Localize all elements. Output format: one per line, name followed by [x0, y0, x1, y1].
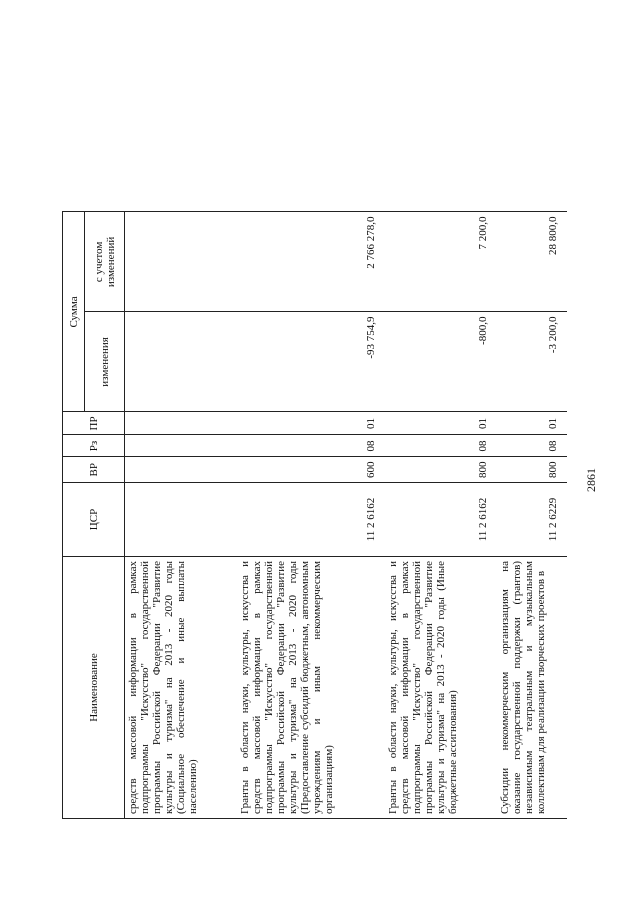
row-rz: 08	[385, 435, 497, 457]
row-total: 7 200,0	[385, 212, 497, 312]
budget-table	[62, 211, 567, 819]
row-change: -800,0	[385, 312, 497, 412]
header-vr: ВР	[63, 457, 125, 483]
row-csr	[125, 483, 237, 557]
row-name: Гранты в области науки, культуры, искусства и средств массовой информации в рамках подпрограммы "Искусство" государственной программы Российской Федерации "Развитие культуры и туризма" на 2013 - 2020 годы (Предоставление субсидий бюджетным, автономным учреждениям и иным некоммерческим организациям)	[237, 557, 385, 819]
row-name: средств массовой информации в рамках подпрограммы "Искусство" государственной программы Российской Федерации "Развитие культуры и туризма" на 2013 - 2020 годы (Социальное обеспечение и иные выплаты населению)	[125, 557, 237, 819]
row-pr: 01	[497, 412, 567, 435]
row-pr: 01	[237, 412, 385, 435]
row-name: Субсидии некоммерческим организациям на оказание государственной поддержки (грантов) независимым театральным и музыкальным коллективам для реализации творческих проектов в	[497, 557, 567, 819]
row-change: -3 200,0	[497, 312, 567, 412]
table-row	[385, 212, 497, 819]
page-number: 2861	[584, 468, 598, 492]
row-total	[125, 212, 237, 312]
table-row	[237, 212, 385, 819]
header-sum: Сумма	[63, 212, 85, 412]
row-vr: 800	[497, 457, 567, 483]
table-row	[125, 212, 237, 819]
row-total: 28 800,0	[497, 212, 567, 312]
row-change	[125, 312, 237, 412]
row-name: Гранты в области науки, культуры, искусства и средств массовой информации в рамках подпрограммы "Искусство" государственной программы Российской Федерации "Развитие культуры и туризма" на 2013 - 2020 годы (Иные бюджетные ассигнования)	[385, 557, 497, 819]
table-row	[497, 212, 567, 819]
row-csr: 11 2 6162	[385, 483, 497, 557]
row-pr: 01	[385, 412, 497, 435]
row-pr	[125, 412, 237, 435]
row-rz	[125, 435, 237, 457]
row-rz: 08	[237, 435, 385, 457]
row-csr: 11 2 6229	[497, 483, 567, 557]
row-vr: 800	[385, 457, 497, 483]
row-rz: 08	[497, 435, 567, 457]
row-vr: 600	[237, 457, 385, 483]
row-csr: 11 2 6162	[237, 483, 385, 557]
header-rz: Рз	[63, 435, 125, 457]
row-total: 2 766 278,0	[237, 212, 385, 312]
header-csr: ЦСР	[63, 483, 125, 557]
row-vr	[125, 457, 237, 483]
header-name: Наименование	[63, 557, 125, 819]
row-change: -93 754,9	[237, 312, 385, 412]
header-pr: ПР	[63, 412, 125, 435]
header-with-changes: с учетом изменений	[85, 212, 125, 312]
header-changes: изменения	[85, 312, 125, 412]
